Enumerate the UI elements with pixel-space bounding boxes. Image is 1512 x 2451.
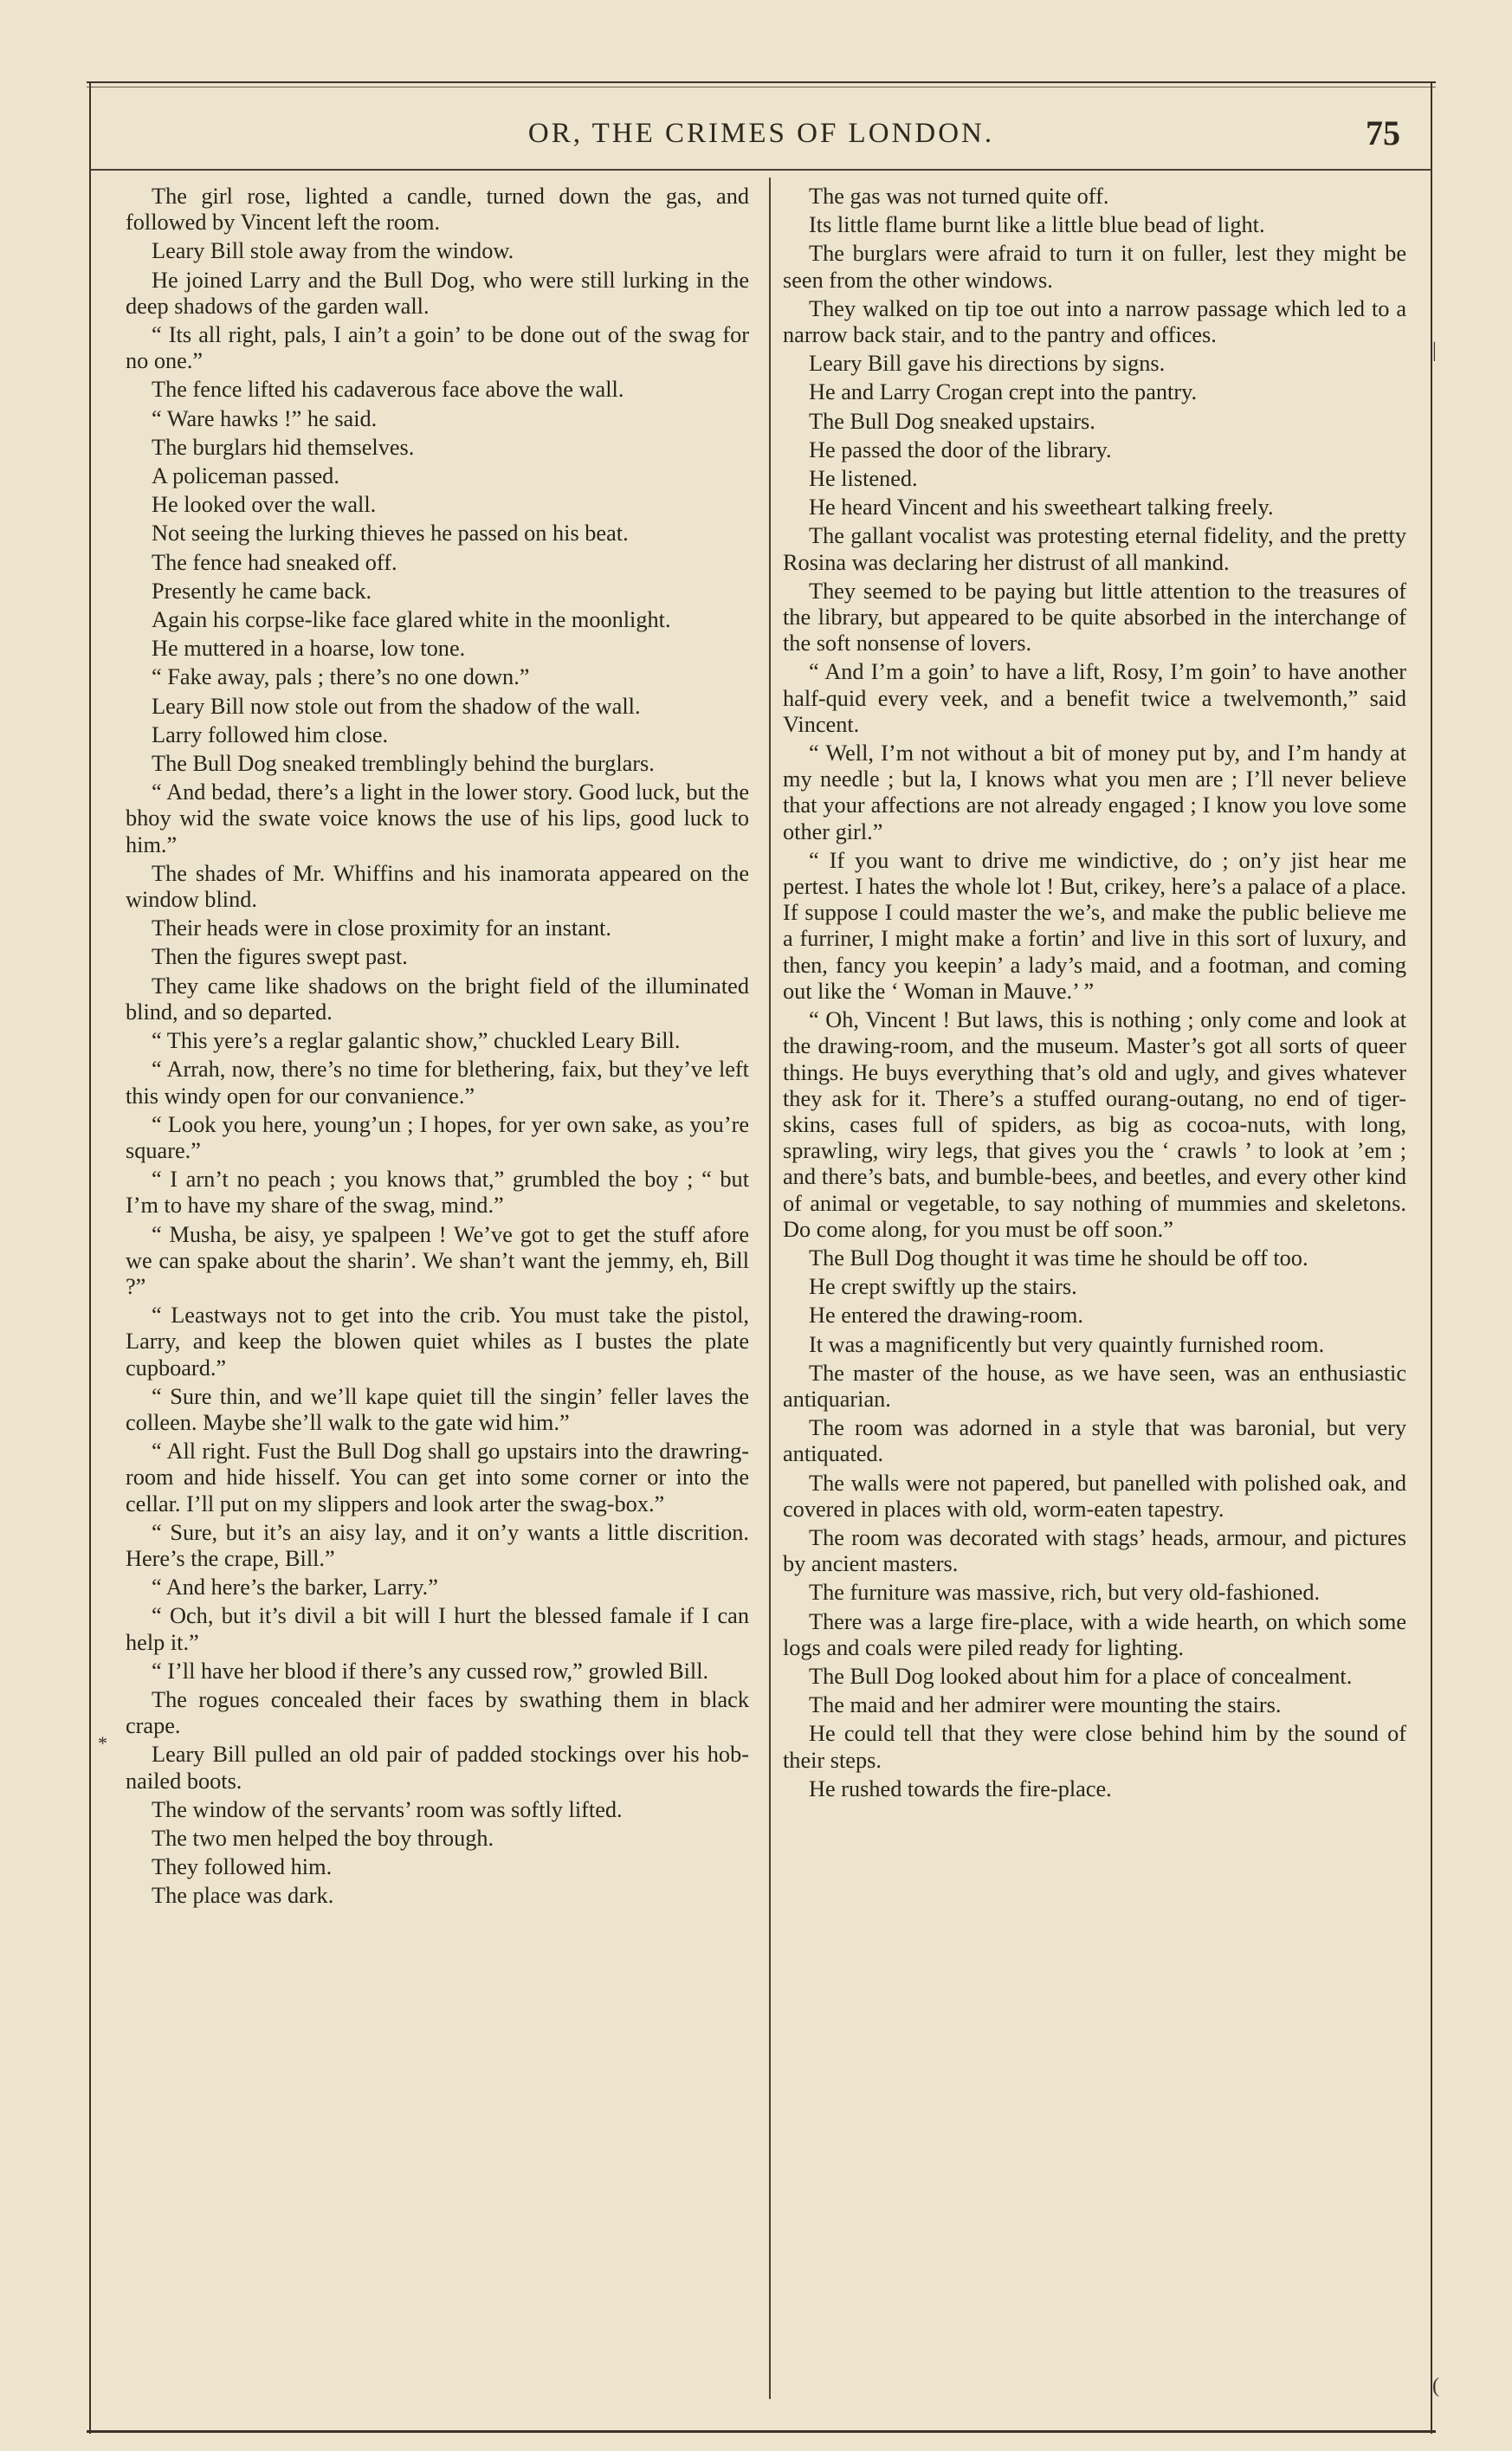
paragraph: “ And here’s the barker, Larry.” [152, 1575, 438, 1601]
paragraph: The fence had sneaked off. [152, 549, 397, 575]
paragraph: Leary Bill pulled an old pair of padded stockings over his hob-nailed boots. [126, 1742, 749, 1794]
paragraph: He muttered in a hoarse, low tone. [152, 636, 466, 662]
bottom-border-rule [87, 2430, 1436, 2433]
running-title: OR, THE CRIMES OF LONDON. [527, 118, 995, 149]
paragraph: “ And I’m a goin’ to have a lift, Rosy, I’m goin’ to have another half-quid every veek, and a benefit twice a twelvemonth,” said Vincent. [783, 659, 1406, 737]
paragraph: “ I’ll have her blood if there’s any cussed row,” growled Bill. [152, 1658, 709, 1684]
margin-tick-mark: | [1432, 340, 1437, 362]
paragraph: They came like shadows on the bright field of the illuminated blind, and so departed. [126, 973, 749, 1025]
paragraph: He crept swiftly up the stairs. [809, 1274, 1077, 1300]
paragraph: The Bull Dog thought it was time he should be off too. [809, 1245, 1308, 1271]
paragraph: The gas was not turned quite off. [809, 184, 1109, 209]
paragraph: They followed him. [152, 1854, 333, 1880]
paragraph: “ This yere’s a reglar galantic show,” chuckled Leary Bill. [152, 1028, 681, 1054]
paragraph: “ Well, I’m not without a bit of money put by, and I’m handy at my needle ; but la, I knows what you men are ; I’ll never believe that your affections are not already engaged ; I know you love some other girl.” [783, 740, 1406, 844]
paragraph: The two men helped the boy through. [152, 1825, 494, 1851]
paragraph: Leary Bill gave his directions by signs. [809, 351, 1166, 377]
page-header [91, 113, 1431, 165]
paragraph: The shades of Mr. Whiffins and his inamorata appeared on the window blind. [126, 860, 749, 913]
paragraph: The gallant vocalist was protesting eternal fidelity, and the pretty Rosina was declaring her distrust of all mankind. [783, 523, 1406, 575]
paragraph: “ Sure thin, and we’ll kape quiet till the singin’ feller laves the colleen. Maybe she’ll walk to the gate wid him.” [126, 1383, 749, 1435]
left-border-rule [89, 81, 91, 2434]
paragraph: The furniture was massive, rich, but very old-fashioned. [809, 1580, 1321, 1606]
paragraph: He and Larry Crogan crept into the pantry. [809, 379, 1198, 405]
margin-tick-mark-bottom: ( [1432, 2375, 1439, 2397]
paragraph: The place was dark. [152, 1883, 334, 1909]
paragraph: “ Ware hawks !” he said. [152, 405, 378, 431]
paragraph: There was a large fire-place, with a wide hearth, on which some logs and coals were piled ready for lighting. [783, 1608, 1406, 1660]
paragraph: The Bull Dog sneaked upstairs. [809, 408, 1095, 434]
paragraph: “ Oh, Vincent ! But laws, this is nothing ; only come and look at the drawing-room, and the museum. Master’s got all sorts of queer things. He buys everything that’s old and ugly, and gives whatever they ask for it. There’s a stuffed ourang-outang, no end of tiger-skins, cases full of spiders, as big as cocoa-nuts, with long, sprawling, wiry legs, that gives you the ‘ crawls ’ to look at ’em ; and there’s bats, and bumble-bees, and beetles, and every other kind of animal or vegetable, to say nothing of mummies and skeletons. Do come along, for you must be off soon.” [783, 1007, 1406, 1242]
right-border-rule [1431, 81, 1432, 2434]
paragraph: He joined Larry and the Bull Dog, who were still lurking in the deep shadows of the garden wall. [126, 267, 749, 319]
paragraph: The walls were not papered, but panelled with polished oak, and covered in places with old, worm-eaten tapestry. [783, 1470, 1406, 1522]
paragraph: The window of the servants’ room was softly lifted. [152, 1796, 623, 1822]
paragraph: Not seeing the lurking thieves he passed on his beat. [152, 521, 629, 546]
paragraph: He could tell that they were close behind him by the sound of their steps. [783, 1721, 1406, 1773]
paragraph: He looked over the wall. [152, 492, 377, 518]
header-rule [91, 169, 1431, 171]
paragraph: The master of the house, as we have seen, was an enthusiastic antiquarian. [783, 1360, 1406, 1412]
paragraph: The rogues concealed their faces by swathing them in black crape. [126, 1686, 749, 1739]
paragraph: He entered the drawing-room. [809, 1303, 1083, 1329]
left-text-column [126, 184, 749, 1912]
paragraph: Larry followed him close. [152, 721, 389, 747]
paragraph: “ Leastways not to get into the crib. You must take the pistol, Larry, and keep the blowen quiet whiles as I bustes the plate cupboard.” [126, 1303, 749, 1381]
paragraph: Leary Bill stole away from the window. [152, 238, 514, 264]
paragraph: He passed the door of the library. [809, 437, 1112, 462]
paragraph: Leary Bill now stole out from the shadow of the wall. [152, 693, 641, 719]
paragraph: “ Sure, but it’s an aisy lay, and it on’y wants a little discrition. Here’s the crape, Bill.” [126, 1519, 749, 1571]
column-divider [769, 178, 771, 2399]
paragraph: He listened. [809, 466, 918, 492]
paragraph: He heard Vincent and his sweetheart talking freely. [809, 495, 1274, 521]
paragraph: “ Arrah, now, there’s no time for blethering, faix, but they’ve left this windy open for our convanience.” [126, 1057, 749, 1109]
paragraph: “ If you want to drive me windictive, do ; on’y jist hear me pertest. I hates the whole lot ! But, crikey, here’s a palace of a place. If suppose I could master the we’s, and make the public believe me a furriner, I might make a fortin’ and live in this sort of luxury, and then, fancy you keepin’ a lady’s maid, and a footman, and coming out like the ‘ Woman in Mauve.’ ” [783, 847, 1406, 1004]
paragraph: “ Och, but it’s divil a bit will I hurt the blessed famale if I can help it.” [126, 1603, 749, 1655]
paragraph: “ All right. Fust the Bull Dog shall go upstairs into the drawring-room and hide hisself. You can get into some corner or into the cellar. I’ll put on my slippers and look arter the swag-box.” [126, 1439, 749, 1517]
paragraph: The girl rose, lighted a candle, turned down the gas, and followed by Vincent left the room. [126, 184, 749, 236]
paragraph: “ Its all right, pals, I ain’t a goin’ to be done out of the swag for no one.” [126, 322, 749, 374]
paragraph: The room was adorned in a style that was baronial, but very antiquated. [783, 1415, 1406, 1467]
top-border-rule [87, 81, 1436, 83]
margin-asterisk-mark: * [98, 1732, 107, 1754]
paragraph: Again his corpse-like face glared white in the moonlight. [152, 607, 671, 633]
page-number: 75 [1366, 113, 1400, 152]
paragraph: “ Look you here, young’un ; I hopes, for yer own sake, as you’re square.” [126, 1111, 749, 1163]
paragraph: “ Musha, be aisy, ye spalpeen ! We’ve got to get the stuff afore we can spake about the sharin’. We shan’t want the jemmy, eh, Bill ?” [126, 1221, 749, 1299]
paragraph: The Bull Dog sneaked tremblingly behind the burglars. [152, 751, 655, 777]
paragraph: “ Fake away, pals ; there’s no one down.” [152, 664, 530, 690]
paragraph: It was a magnificently but very quaintly furnished room. [809, 1331, 1325, 1357]
paragraph: The burglars hid themselves. [152, 434, 415, 460]
paragraph: The room was decorated with stags’ heads, armour, and pictures by ancient masters. [783, 1524, 1406, 1577]
paragraph: Presently he came back. [152, 578, 372, 604]
paragraph: They walked on tip toe out into a narrow passage which led to a narrow back stair, and to the pantry and offices. [783, 295, 1406, 348]
paragraph: Their heads were in close proximity for an instant. [152, 915, 611, 941]
paragraph: He rushed towards the fire-place. [809, 1775, 1112, 1801]
paragraph: “ I arn’t no peach ; you knows that,” grumbled the boy ; “ but I’m to have my share of the swag, mind.” [126, 1167, 749, 1219]
paragraph: “ And bedad, there’s a light in the lower story. Good luck, but the bhoy wid the swate voice knows the use of his lips, good luck to him.” [126, 779, 749, 857]
paragraph: The maid and her admirer were mounting the stairs. [809, 1692, 1282, 1718]
paragraph: Then the figures swept past. [152, 944, 408, 970]
paragraph: A policeman passed. [152, 463, 339, 489]
paragraph: The Bull Dog looked about him for a place of concealment. [809, 1663, 1353, 1689]
paragraph: They seemed to be paying but little attention to the treasures of the library, but appeared to be quite absorbed in the interchange of the soft nonsense of lovers. [783, 578, 1406, 656]
right-text-column [783, 184, 1406, 1805]
paragraph: The fence lifted his cadaverous face above the wall. [152, 377, 624, 403]
paragraph: The burglars were afraid to turn it on fuller, lest they might be seen from the other windows. [783, 241, 1406, 293]
paragraph: Its little flame burnt like a little blue bead of light. [809, 212, 1265, 238]
